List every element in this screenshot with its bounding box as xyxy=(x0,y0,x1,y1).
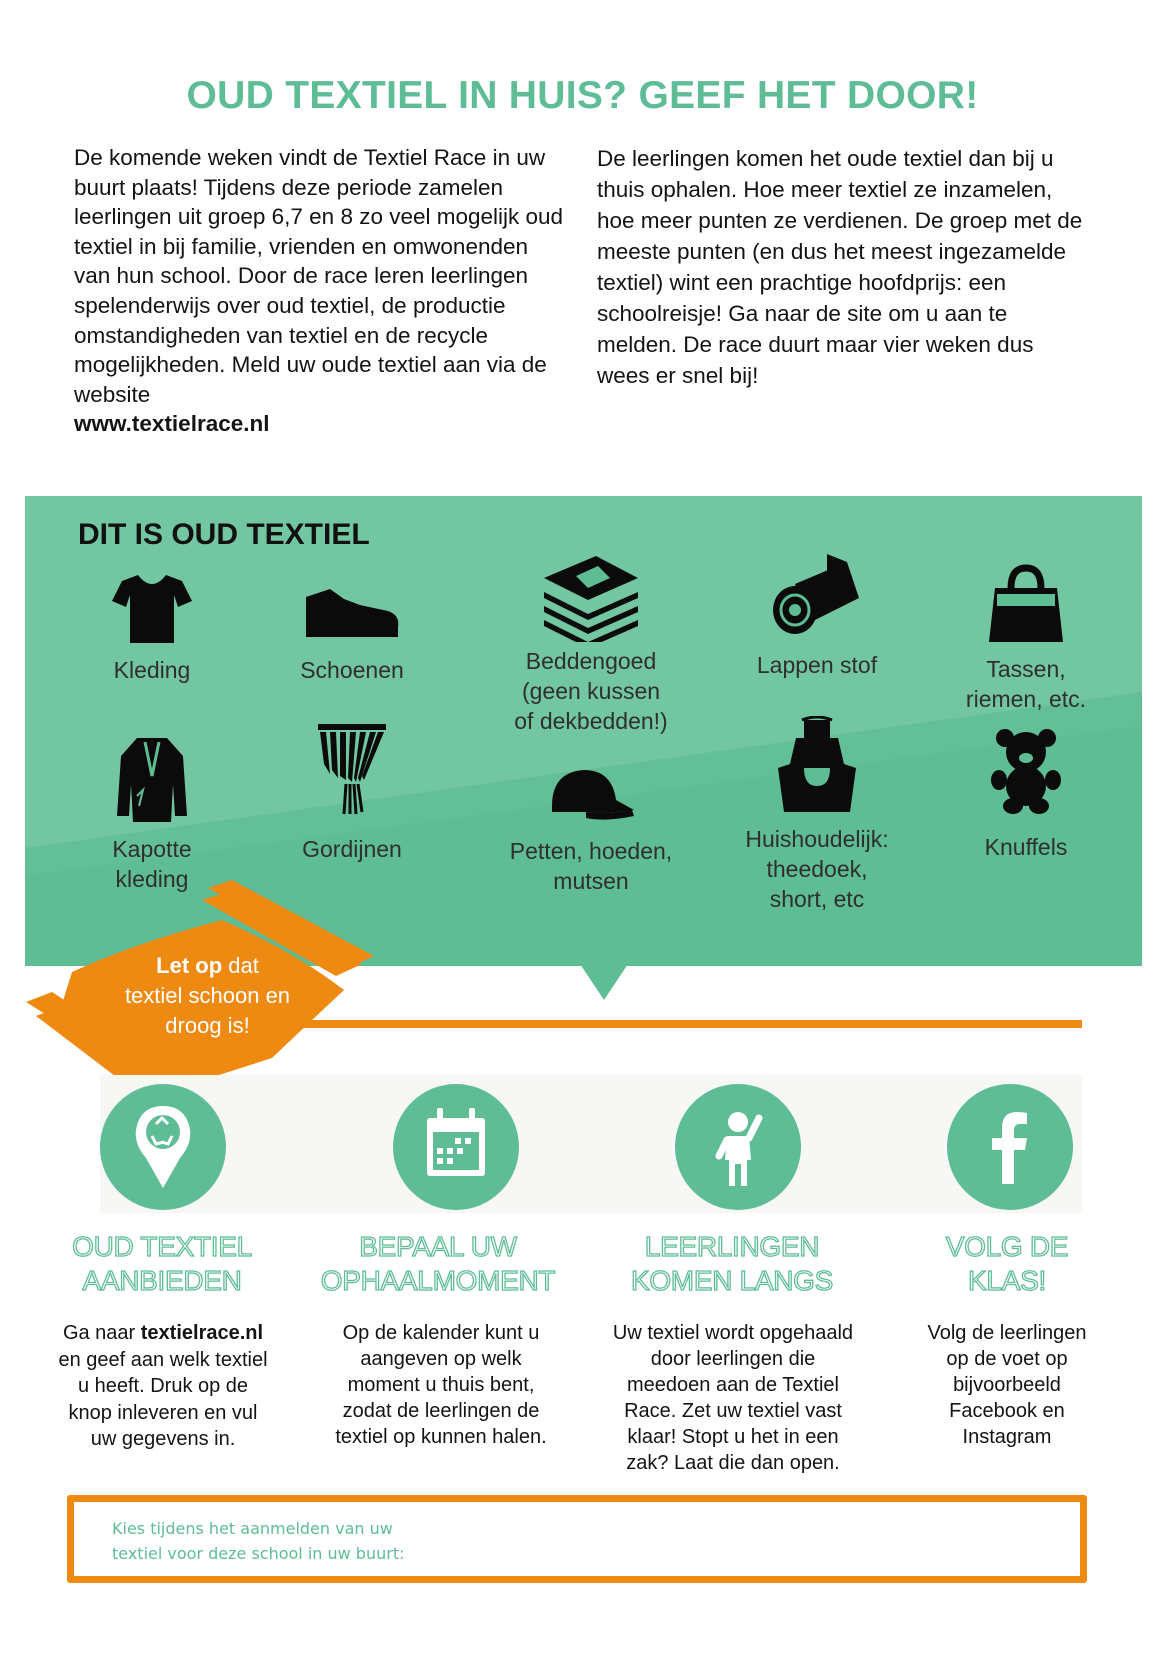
textile-item-label: Kleding xyxy=(113,657,191,683)
website-link[interactable]: www.textielrace.nl xyxy=(74,411,270,437)
notice-rest: dat textiel schoon en droog is! xyxy=(124,953,291,1038)
step-1-text xyxy=(28,1320,298,1453)
school-choice-text: Kies tijdens het aanmelden van uw textiel voor deze school in uw buurt: xyxy=(112,1519,405,1563)
recycle-location-icon xyxy=(100,1084,226,1210)
textile-item-lappen-stof xyxy=(707,554,927,680)
shoe-icon xyxy=(300,571,404,645)
textile-item-kleding xyxy=(42,571,262,685)
calendar-icon xyxy=(393,1084,519,1210)
notice-bold: Let op xyxy=(156,953,223,978)
step-1-link[interactable]: textielrace.nl xyxy=(140,1322,264,1344)
textile-item-tassen xyxy=(916,564,1136,714)
fabric-roll-icon xyxy=(767,554,867,640)
facebook-icon xyxy=(947,1084,1073,1210)
textile-item-kapotte-kleding xyxy=(42,736,262,894)
intro-right xyxy=(597,143,1087,391)
textile-item-label: Kapotte kleding xyxy=(112,836,192,892)
step-3-text: Uw textiel wordt opgehaald door leerlingen die meedoen aan de Textiel Race. Zet uw textiel vast klaar! Stopt u het in een zak? Laat die dan open. xyxy=(612,1322,854,1474)
textile-item-label: Schoenen xyxy=(300,657,404,683)
step-2-text: Op de kalender kunt u aangeven op welk moment u thuis bent, zodat de leerlingen de textiel op kunnen halen. xyxy=(335,1322,547,1448)
textile-item-label: Huishoudelijk: theedoek, short, etc xyxy=(745,826,889,912)
textile-item-label: Petten, hoeden, mutsen xyxy=(509,838,673,894)
step-1-circle xyxy=(100,1084,226,1210)
step-3-title: LEERLINGEN KOMEN LANGS xyxy=(630,1231,834,1296)
steps-strip xyxy=(100,1075,1082,1213)
textile-item-knuffels xyxy=(916,728,1136,862)
notice-text xyxy=(80,951,335,1041)
step-2-title: BEPAAL UW OPHAALMOMENT xyxy=(320,1231,556,1296)
teddy-bear-icon xyxy=(991,728,1061,814)
textile-item-label: Lappen stof xyxy=(756,652,878,678)
textile-item-petten xyxy=(481,766,701,896)
textile-item-schoenen xyxy=(242,571,462,685)
curtain-icon xyxy=(316,724,388,816)
apron-icon xyxy=(774,716,860,814)
step-4-circle xyxy=(947,1084,1073,1210)
page-title: OUD TEXTIEL IN HUIS? GEEF HET DOOR! xyxy=(186,74,979,117)
textile-item-label: Beddengoed (geen kussen of dekbedden!) xyxy=(514,648,668,734)
cap-icon xyxy=(546,766,636,826)
step-3-circle xyxy=(675,1084,801,1210)
step-1-title: OUD TEXTIEL AANBIEDEN xyxy=(72,1231,252,1296)
step-4-text: Volg de leerlingen op de voet op bijvoorbeeld Facebook en Instagram xyxy=(927,1322,1087,1448)
intro-left-text: De komende weken vindt de Textiel Race in uw buurt plaats! Tijdens deze periode zamelen leerlingen uit groep 6,7 en 8 zo veel mogelijk oud textiel in bij familie, vrienden en omwonenden van hun school. Door de race leren leerlingen spelenderwijs over oud textiel, de productie omstandigheden van textiel en de recycle mogelijkheden. Meld uw oude textiel aan via de website xyxy=(74,145,564,407)
school-choice-box xyxy=(67,1495,1087,1583)
handbag-icon xyxy=(987,564,1065,644)
step-1-text-rest: en geef aan welk textiel u heeft. Druk op de knop inleveren en vul uw gegevens in. xyxy=(58,1348,268,1450)
panel-pointer xyxy=(580,964,628,1000)
intro-left xyxy=(74,143,564,439)
textile-item-beddengoed xyxy=(481,548,701,736)
step-4-title: VOLG DE KLAS! xyxy=(945,1231,1069,1296)
textile-item-label: Knuffels xyxy=(984,834,1068,860)
torn-jacket-icon xyxy=(117,736,187,824)
step-2-circle xyxy=(393,1084,519,1210)
folded-linen-icon xyxy=(536,548,646,642)
textile-item-gordijnen xyxy=(242,724,462,864)
waving-person-icon xyxy=(675,1084,801,1210)
shirt-icon xyxy=(110,571,194,645)
orange-divider xyxy=(300,1020,1082,1028)
textile-types-heading: DIT IS OUD TEXTIEL xyxy=(78,518,370,551)
textile-item-label: Tassen, riemen, etc. xyxy=(965,656,1087,712)
step-1-text-pre: Ga naar xyxy=(62,1322,141,1344)
textile-item-label: Gordijnen xyxy=(302,836,402,862)
intro-right-text: De leerlingen komen het oude textiel dan bij u thuis ophalen. Hoe meer textiel ze inzamelen, hoe meer punten ze verdienen. De groep met de meeste punten (en dus het meest ingezamelde textiel) wint een prachtige hoofdprijs: een schoolreisje! Ga naar de site om u aan te melden. De race duurt maar vier weken dus wees er snel bij! xyxy=(597,146,1083,388)
textile-item-huishoudelijk xyxy=(707,716,927,914)
